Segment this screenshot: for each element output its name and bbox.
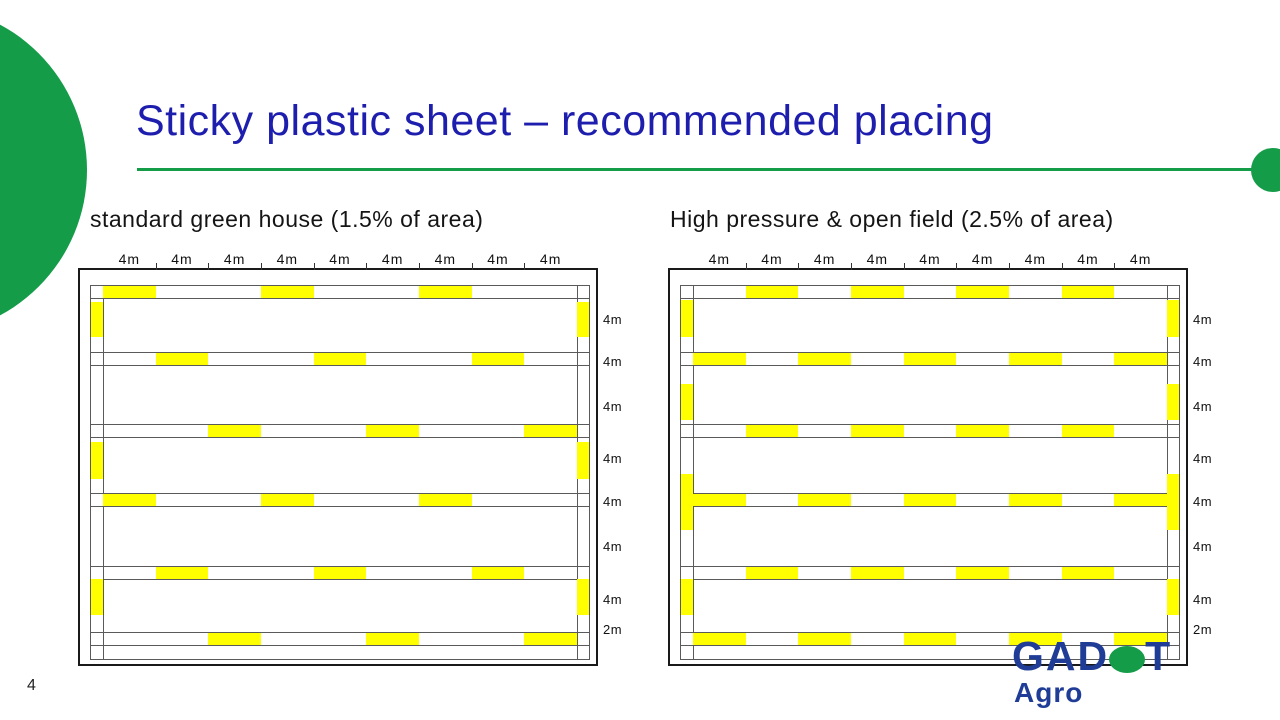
sheet-strip <box>90 424 590 438</box>
top-span-label: 4m <box>276 251 299 267</box>
row-height-label: 4m <box>603 312 623 327</box>
edge-sticky-sheet <box>1167 579 1179 615</box>
open-field-placement-diagram <box>668 251 1213 666</box>
row-height-label: 4m <box>603 539 623 554</box>
sticky-sheet <box>693 494 746 506</box>
sticky-sheet <box>419 286 472 298</box>
inner-frame <box>680 285 1180 660</box>
sticky-sheet <box>524 633 577 645</box>
top-span-label: 4m <box>813 251 836 267</box>
logo-wordmark <box>1012 633 1173 679</box>
sticky-sheet <box>798 353 851 365</box>
top-span-label: 4m <box>171 251 193 267</box>
sticky-sheet <box>472 353 525 365</box>
top-span-label: 4m <box>1129 251 1152 267</box>
top-span-label: 4m <box>1024 251 1047 267</box>
sticky-sheet <box>1114 494 1167 506</box>
sticky-sheet <box>746 567 799 579</box>
sticky-sheet <box>851 567 904 579</box>
right-diagram-heading: High pressure & open field (2.5% of area) <box>670 206 1114 232</box>
top-span-label: 4m <box>708 251 731 267</box>
sticky-sheet <box>1009 494 1062 506</box>
greenhouse-placement-diagram <box>78 251 623 666</box>
sticky-sheet <box>208 425 261 437</box>
row-height-label: 4m <box>1193 539 1213 554</box>
sticky-sheet <box>366 425 419 437</box>
sheet-strip <box>90 285 590 299</box>
sticky-sheet <box>103 286 156 298</box>
sticky-sheet <box>366 633 419 645</box>
row-height-label: 4m <box>1193 451 1213 466</box>
sticky-sheet <box>1062 425 1115 437</box>
edge-sticky-sheet <box>1167 300 1179 337</box>
sticky-sheet <box>314 353 367 365</box>
sticky-sheet <box>851 286 904 298</box>
left-diagram-heading: standard green house (1.5% of area) <box>90 206 484 232</box>
column-boundary-tick <box>904 263 905 270</box>
row-height-label: 4m <box>1193 494 1213 509</box>
sticky-sheet <box>746 286 799 298</box>
sticky-sheet <box>904 494 957 506</box>
edge-sticky-sheet <box>577 442 589 479</box>
top-span-label: 4m <box>487 251 509 267</box>
row-height-label: 4m <box>603 399 623 414</box>
sticky-sheet <box>261 286 314 298</box>
logo-agro: Agro <box>1014 677 1084 708</box>
edge-sticky-sheet <box>577 579 589 615</box>
sticky-sheet <box>851 425 904 437</box>
sticky-sheet <box>956 567 1009 579</box>
top-span-label: 4m <box>381 251 404 267</box>
top-span-label: 4m <box>329 251 351 267</box>
decorative-green-circle <box>0 5 87 335</box>
sticky-sheet <box>314 567 367 579</box>
top-span-label: 4m <box>866 251 889 267</box>
column-boundary-tick <box>851 263 852 270</box>
underline-end-circle <box>1251 148 1280 192</box>
column-boundary-tick <box>1114 263 1115 270</box>
top-span-label: 4m <box>223 251 246 267</box>
edge-sticky-sheet <box>681 300 693 337</box>
column-boundary-tick <box>366 263 367 270</box>
sticky-sheet <box>904 633 957 645</box>
sheet-strip <box>90 493 590 507</box>
sheet-strip <box>90 632 590 646</box>
edge-sticky-sheet <box>681 474 693 530</box>
top-span-label: 4m <box>919 251 941 267</box>
column-boundary-tick <box>1009 263 1010 270</box>
row-height-label: 2m <box>603 622 623 637</box>
sticky-sheet <box>956 286 1009 298</box>
column-boundary-tick <box>419 263 420 270</box>
row-height-label: 4m <box>603 354 623 369</box>
column-boundary-tick <box>472 263 473 270</box>
title-underline <box>137 168 1253 171</box>
column-boundary-tick <box>524 263 525 270</box>
logo-text-gad: GAD <box>1012 633 1110 679</box>
sticky-sheet <box>419 494 472 506</box>
sticky-sheet <box>956 425 1009 437</box>
sticky-sheet <box>798 633 851 645</box>
slide-title: Sticky plastic sheet – recommended placing <box>136 97 994 145</box>
sticky-sheet <box>103 494 156 506</box>
edge-sticky-sheet <box>681 579 693 615</box>
left-aisle-line <box>103 285 104 659</box>
sticky-sheet <box>1062 286 1115 298</box>
logo-green-o-icon <box>1109 646 1145 673</box>
top-span-label: 4m <box>539 251 562 267</box>
sticky-sheet <box>1009 353 1062 365</box>
row-height-label: 4m <box>603 592 623 607</box>
sticky-sheet <box>208 633 261 645</box>
page-number: 4 <box>27 677 36 694</box>
row-height-label: 4m <box>1193 312 1213 327</box>
gadot-agro-logo <box>1012 633 1173 708</box>
sticky-sheet <box>472 567 525 579</box>
logo-text-t: T <box>1145 633 1173 679</box>
row-height-label: 2m <box>1193 622 1213 637</box>
edge-sticky-sheet <box>577 302 589 337</box>
column-boundary-tick <box>314 263 315 270</box>
column-boundary-tick <box>746 263 747 270</box>
sticky-sheet <box>524 425 577 437</box>
column-boundary-tick <box>956 263 957 270</box>
inner-frame <box>90 285 590 660</box>
sticky-sheet <box>156 567 209 579</box>
column-boundary-tick <box>156 263 157 270</box>
row-height-label: 4m <box>1193 399 1213 414</box>
sticky-sheet <box>1114 353 1167 365</box>
row-height-label: 4m <box>1193 354 1213 369</box>
left-aisle-line <box>693 285 694 659</box>
column-boundary-tick <box>1062 263 1063 270</box>
sticky-sheet <box>746 425 799 437</box>
sticky-sheet <box>156 353 209 365</box>
column-boundary-tick <box>261 263 262 270</box>
top-span-label: 4m <box>434 251 457 267</box>
edge-sticky-sheet <box>681 384 693 420</box>
sticky-sheet <box>1062 567 1115 579</box>
top-span-label: 4m <box>971 251 994 267</box>
sticky-sheet <box>693 633 746 645</box>
row-height-label: 4m <box>603 451 623 466</box>
row-height-label: 4m <box>1193 592 1213 607</box>
edge-sticky-sheet <box>91 302 103 337</box>
sticky-sheet <box>904 353 957 365</box>
top-span-label: 4m <box>118 251 141 267</box>
sticky-sheet <box>693 353 746 365</box>
row-height-label: 4m <box>603 494 623 509</box>
edge-sticky-sheet <box>1167 384 1179 420</box>
column-boundary-tick <box>208 263 209 270</box>
edge-sticky-sheet <box>91 442 103 479</box>
top-span-label: 4m <box>761 251 783 267</box>
column-boundary-tick <box>798 263 799 270</box>
edge-sticky-sheet <box>91 579 103 615</box>
top-span-label: 4m <box>1077 251 1099 267</box>
sticky-sheet <box>261 494 314 506</box>
sticky-sheet <box>798 494 851 506</box>
edge-sticky-sheet <box>1167 474 1179 530</box>
